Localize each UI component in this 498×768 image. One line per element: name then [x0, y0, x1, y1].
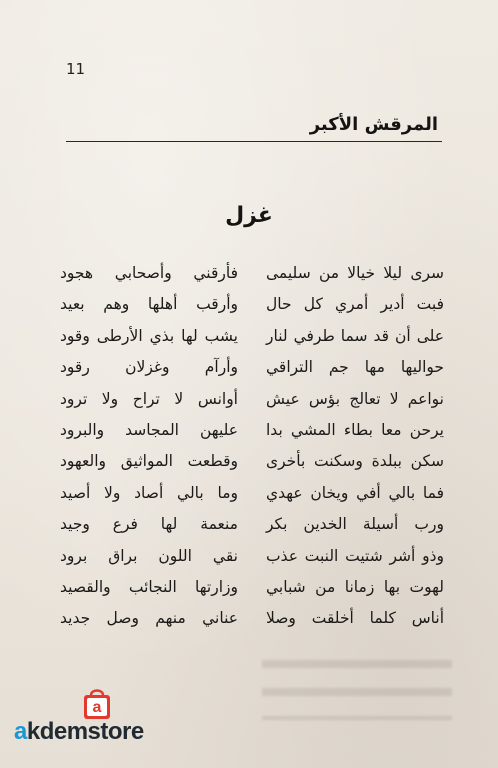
verse: [60, 482, 444, 513]
running-head: المرقش الأكبر: [309, 114, 438, 135]
poem-body: [60, 262, 444, 639]
first-hemistich: نواعم لا تعالج بؤس عيش: [266, 389, 444, 408]
shopping-bag-icon: [78, 684, 116, 722]
bag-letter: a: [92, 699, 102, 716]
second-hemistich: وأرآم وغزلان رقود: [60, 358, 238, 377]
akdemstore-logo: [14, 684, 184, 756]
first-hemistich: لهوت بها زمانا من شبابي: [266, 577, 444, 596]
verse: [60, 576, 444, 607]
poem-title: غزل: [225, 203, 273, 228]
first-hemistich: يرحن معا بطاء المشي بدا: [266, 420, 444, 439]
first-hemistich: وذو أشر شتيت النبت عذب: [266, 546, 444, 565]
second-hemistich: عناني منهم وصل جديد: [60, 609, 238, 628]
bleed-through-text: [262, 660, 452, 720]
second-hemistich: أوانس لا تراح ولا ترود: [60, 389, 238, 408]
first-hemistich: على أن قد سما طرفي لنار: [266, 326, 444, 345]
logo-wordmark: [14, 718, 144, 746]
verse: [60, 545, 444, 576]
logo-accent-letter: a: [14, 718, 27, 745]
verse: [60, 325, 444, 356]
verse: [60, 388, 444, 419]
first-hemistich: حواليها مها جم التراقي: [266, 358, 444, 377]
second-hemistich: وزارتها النجائب والقصيد: [60, 577, 238, 596]
second-hemistich: يشب لها بذي الأرطى وقود: [60, 326, 238, 345]
logo-rest-text: kdemstore: [26, 718, 144, 745]
page-number: 11: [66, 60, 86, 78]
second-hemistich: وقطعت المواثيق والعهود: [60, 452, 238, 471]
verse: [60, 356, 444, 387]
first-hemistich: ورب أسيلة الخدين بكر: [266, 515, 444, 534]
verse: [60, 607, 444, 638]
header-rule: [66, 141, 442, 142]
verse: [60, 419, 444, 450]
second-hemistich: وما بالي أصاد ولا أصيد: [60, 483, 238, 502]
second-hemistich: فأرقني وأصحابي هجود: [60, 264, 238, 282]
first-hemistich: فما بالي أفي ويخان عهدي: [266, 483, 444, 502]
first-hemistich: سرى ليلا خيالا من سليمى: [266, 264, 444, 282]
verse: [60, 450, 444, 481]
second-hemistich: نقي اللون براق برود: [60, 546, 238, 565]
first-hemistich: فبت أدير أمري كل حال: [266, 295, 444, 314]
second-hemistich: منعمة لها فرع وجيد: [60, 515, 238, 534]
first-hemistich: سكن ببلدة وسكنت بأخرى: [266, 452, 444, 471]
second-hemistich: وأرقب أهلها وهم بعيد: [60, 295, 238, 314]
verse: [60, 513, 444, 544]
first-hemistich: أناس كلما أخلقت وصلا: [266, 609, 444, 628]
verse: [60, 262, 444, 293]
second-hemistich: عليهن المجاسد والبرود: [60, 420, 238, 439]
verse: [60, 293, 444, 324]
